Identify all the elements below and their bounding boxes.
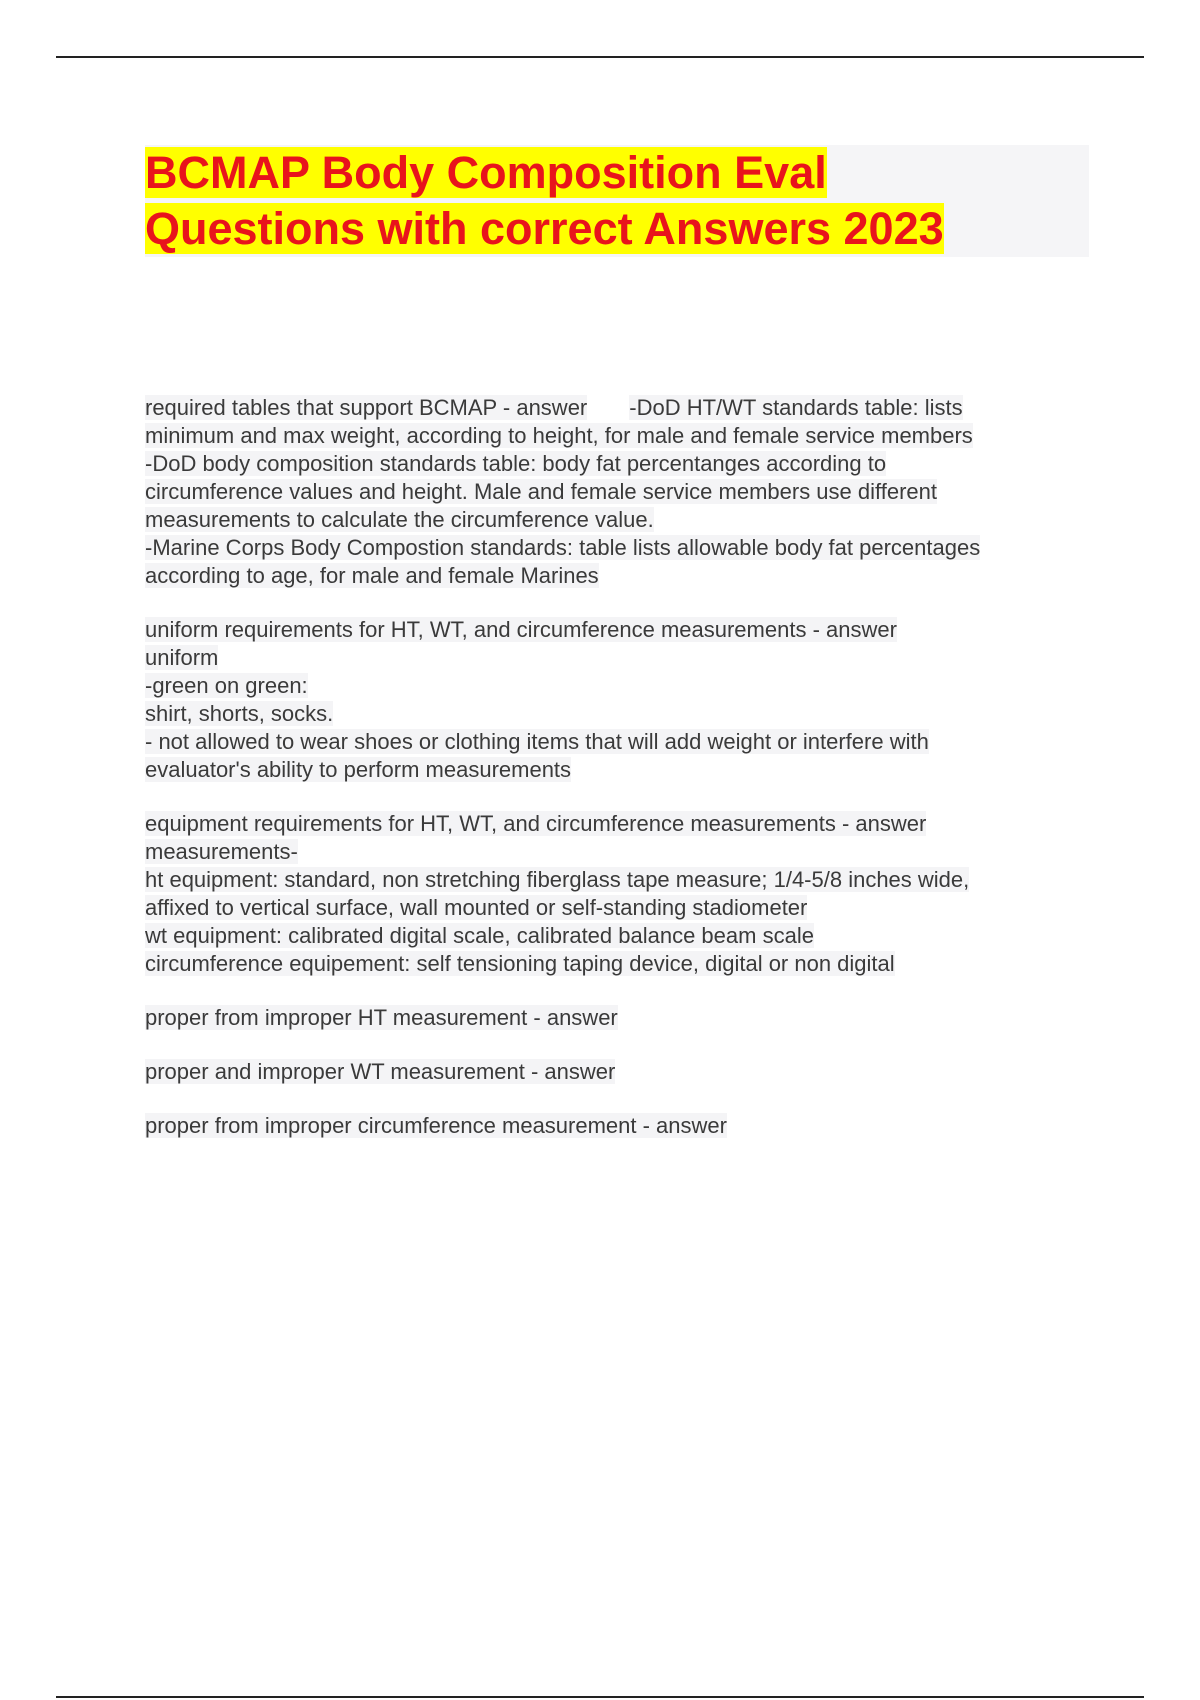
- answer-line: - not allowed to wear shoes or clothing items that will add weight or interfere with: [145, 729, 929, 754]
- question-text: required tables that support BCMAP - answer: [145, 395, 588, 420]
- qa-item-circumference-measurement: [145, 1112, 1105, 1140]
- qa-item-ht-measurement: [145, 1004, 1105, 1032]
- answer-line: -DoD body composition standards table: body fat percentanges according to: [145, 451, 887, 476]
- qa-item-wt-measurement: [145, 1058, 1105, 1086]
- top-rule: [56, 56, 1144, 58]
- qa-list: [145, 394, 1105, 1166]
- answer-line: -green on green:: [145, 673, 308, 698]
- answer-line: minimum and max weight, according to height, for male and female service members: [145, 423, 973, 448]
- answer-line: evaluator's ability to perform measurements: [145, 757, 572, 782]
- question-text: uniform requirements for HT, WT, and circumference measurements - answer: [145, 617, 897, 642]
- answer-line: according to age, for male and female Marines: [145, 563, 599, 588]
- question-text: equipment requirements for HT, WT, and circumference measurements - answer: [145, 811, 927, 836]
- qa-item-required-tables: [145, 394, 1105, 590]
- answer-line: wt equipment: calibrated digital scale, calibrated balance beam scale: [145, 923, 814, 948]
- qa-item-uniform: [145, 616, 1105, 784]
- title-line-1: BCMAP Body Composition Eval: [145, 147, 827, 198]
- answer-line: uniform: [145, 645, 219, 670]
- answer-line: circumference equipement: self tensioning taping device, digital or non digital: [145, 951, 895, 976]
- bottom-rule: [56, 1696, 1144, 1698]
- qa-item-equipment: [145, 810, 1105, 978]
- answer-line: circumference values and height. Male and female service members use different: [145, 479, 937, 504]
- document-title: [145, 145, 1089, 257]
- question-text: proper from improper HT measurement - answer: [145, 1005, 618, 1030]
- answer-line: -DoD HT/WT standards table: lists: [629, 395, 963, 420]
- answer-line: ht equipment: standard, non stretching fiberglass tape measure; 1/4-5/8 inches wide,: [145, 867, 970, 892]
- answer-line: affixed to vertical surface, wall mounted or self-standing stadiometer: [145, 895, 808, 920]
- question-text: proper from improper circumference measurement - answer: [145, 1113, 727, 1138]
- answer-line: shirt, shorts, socks.: [145, 701, 334, 726]
- title-line-2: Questions with correct Answers 2023: [145, 203, 944, 254]
- answer-line: measurements to calculate the circumference value.: [145, 507, 654, 532]
- question-text: proper and improper WT measurement - answer: [145, 1059, 616, 1084]
- answer-line: -Marine Corps Body Compostion standards: table lists allowable body fat percentages: [145, 535, 981, 560]
- answer-line: measurements-: [145, 839, 298, 864]
